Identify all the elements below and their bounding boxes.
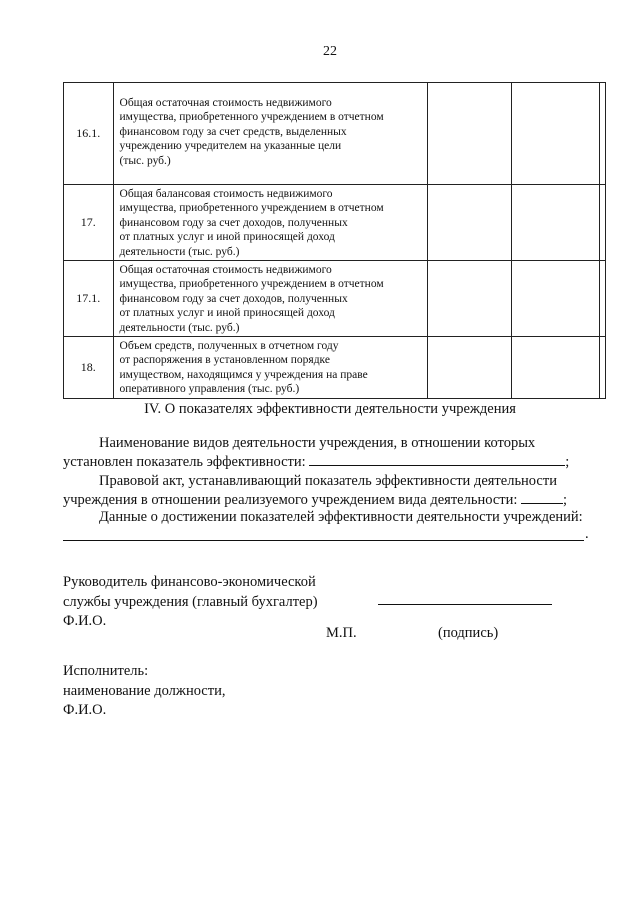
- row-description: [113, 261, 427, 337]
- signature-text: Руководитель финансово-экономической: [63, 574, 316, 590]
- signature-text: наименование должности,: [63, 682, 226, 699]
- row-number: 16.1.: [64, 83, 114, 185]
- description-line: Объем средств, полученных в отчетном году: [119, 340, 339, 352]
- activity-types-fill-line[interactable]: [309, 453, 565, 466]
- activity-types-paragraph: [63, 434, 600, 472]
- description-line: учреждению учредителем на указанные цели: [119, 140, 342, 153]
- paragraph-text: учреждения в отношении реализуемого учреждением вида деятельности:: [63, 492, 518, 508]
- legal-act-paragraph: [63, 472, 600, 510]
- description-line: от платных услуг и иной приносящей доход: [119, 307, 335, 320]
- legal-act-fill-line[interactable]: [521, 491, 563, 504]
- value-cell: [427, 83, 511, 185]
- description-line: финансовом году за счет доходов, полученных: [119, 216, 348, 229]
- indicators-table: [63, 82, 606, 399]
- achievement-data-paragraph: [63, 508, 600, 527]
- row-description: [113, 83, 427, 185]
- paragraph-line: [63, 453, 600, 472]
- signature-label: (подпись): [438, 625, 499, 641]
- signature-text: Ф.И.О.: [63, 702, 107, 718]
- value-cell: [511, 185, 599, 261]
- row-description: [113, 185, 427, 261]
- description-line: имуществом, находящимся у учреждения на праве: [119, 368, 368, 381]
- row-number: 17.1.: [64, 261, 114, 337]
- paragraph-line: Данные о достижении показателей эффективности деятельности учреждений:: [99, 509, 583, 525]
- signature-text: Исполнитель:: [63, 663, 149, 679]
- value-cell: [600, 83, 606, 185]
- description-line: финансовом году за счет средств, выделенных: [119, 125, 347, 138]
- table-row: [64, 261, 606, 337]
- page-number: 22: [323, 44, 337, 59]
- table-row: [64, 83, 606, 185]
- description-line: имущества, приобретенного учреждением в отчетном: [119, 278, 384, 291]
- description-line: имущества, приобретенного учреждением в отчетном: [119, 202, 384, 215]
- row-number: 17.: [64, 185, 114, 261]
- value-cell: [600, 185, 606, 261]
- description-line: от распоряжения в установленном порядке: [119, 354, 330, 367]
- value-cell: [511, 337, 599, 399]
- description-line: имущества, приобретенного учреждением в отчетном: [119, 111, 384, 124]
- description-line: от платных услуг и иной приносящей доход: [119, 231, 335, 244]
- paragraph-line: Наименование видов деятельности учреждения, в отношении которых: [99, 435, 536, 451]
- executor-block: [63, 662, 225, 721]
- paragraph-line: Правовой акт, устанавливающий показатель эффективности деятельности: [99, 473, 557, 489]
- signature-text: службы учреждения (главный бухгалтер): [63, 593, 318, 610]
- description-line: деятельности (тыс. руб.): [119, 245, 240, 258]
- paragraph-punct: ;: [563, 492, 568, 508]
- table-row: [64, 337, 606, 399]
- paragraph-punct: ;: [565, 454, 570, 470]
- description-line: деятельности (тыс. руб.): [119, 321, 240, 334]
- row-number: 18.: [64, 337, 114, 399]
- signature-text: Ф.И.О.: [63, 613, 107, 629]
- value-cell: [427, 185, 511, 261]
- description-line: оперативного управления (тыс. руб.): [119, 383, 300, 396]
- signature-fill-line[interactable]: [378, 604, 552, 605]
- value-cell: [600, 337, 606, 399]
- achievement-data-fill-line[interactable]: [63, 540, 584, 541]
- description-line: Общая остаточная стоимость недвижимого: [119, 97, 332, 109]
- value-cell: [511, 83, 599, 185]
- value-cell: [427, 261, 511, 337]
- section-title: IV. О показателях эффективности деятельности учреждения: [144, 401, 516, 417]
- paragraph-punct: .: [585, 526, 589, 542]
- description-line: (тыс. руб.): [119, 154, 171, 167]
- description-line: финансовом году за счет доходов, полученных: [119, 292, 348, 305]
- chief-accountant-block: [63, 573, 318, 632]
- value-cell: [600, 261, 606, 337]
- table-row: [64, 185, 606, 261]
- value-cell: [511, 261, 599, 337]
- value-cell: [427, 337, 511, 399]
- row-description: [113, 337, 427, 399]
- description-line: Общая остаточная стоимость недвижимого: [119, 264, 332, 276]
- paragraph-text: установлен показатель эффективности:: [63, 454, 306, 470]
- description-line: Общая балансовая стоимость недвижимого: [119, 188, 333, 200]
- stamp-label: М.П.: [326, 625, 357, 641]
